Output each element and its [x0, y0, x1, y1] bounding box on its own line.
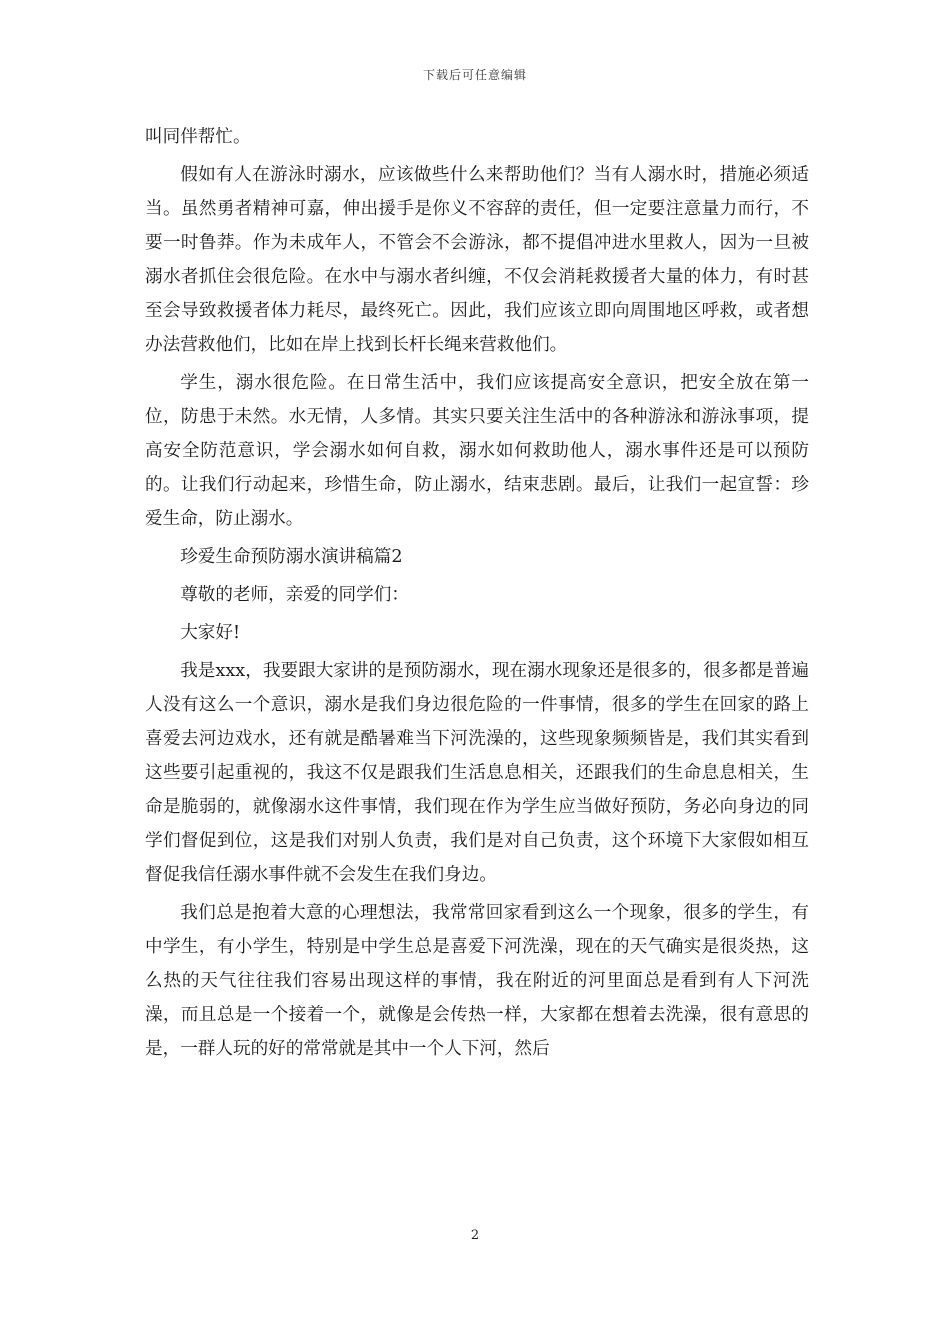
paragraph-observation: 我们总是抱着大意的心理想法，我常常回家看到这么一个现象，很多的学生，有中学生，有小学生，特别是中学生总是喜爱下河洗澡，现在的天气确实是很炎热，这么热的天气往往我们容易出现这样的事情，我在附近的河里面总是看到有人下河洗澡，而且总是一个接着一个，就像是会传热一样，大家都在想着去洗澡，很有意思的是，一群人玩的好的常常就是其中一个人下河，然后	[145, 903, 809, 1059]
salutation: 尊敬的老师，亲爱的同学们：	[180, 585, 409, 605]
page-number: 2	[470, 1228, 480, 1243]
greeting: 大家好!	[180, 623, 241, 643]
paragraph-safety-awareness: 学生，溺水很危险。在日常生活中，我们应该提高安全意识，把安全放在第一位，防患于未然。水无情，人多情。其实只要关注生活中的各种游泳和游泳事项，提高安全防范意识，学会溺水如何自救，溺水如何救助他人，溺水事件还是可以预防的。让我们行动起来，珍惜生命，防止溺水，结束悲剧。最后，让我们一起宣誓：珍爱生命，防止溺水。	[145, 373, 809, 529]
paragraph-rescue-advice: 假如有人在游泳时溺水，应该做些什么来帮助他们？当有人溺水时，措施必须适当。虽然勇者精神可嘉，伸出援手是你义不容辞的责任，但一定要注意量力而行，不要一时鲁莽。作为未成年人，不管会不会游泳，都不提倡冲进水里救人，因为一旦被溺水者抓住会很危险。在水中与溺水者纠缠，不仅会消耗救援者大量的体力，有时甚至会导致救援者体力耗尽，最终死亡。因此，我们应该立即向周围地区呼救，或者想办法营救他们，比如在岸上找到长杆长绳来营救他们。	[145, 165, 809, 355]
paragraph-continuation: 叫同伴帮忙。	[145, 127, 251, 147]
paragraph-introduction: 我是xxx，我要跟大家讲的是预防溺水，现在溺水现象还是很多的，很多都是普遍人没有这么一个意识，溺水是我们身边很危险的一件事情，很多的学生在回家的路上喜爱去河边戏水，还有就是酷暑难当下河洗澡的，这些现象频频皆是，我们其实看到这些要引起重视的，我这不仅是跟我们生活息息相关，还跟我们的生命息息相关，生命是脆弱的，就像溺水这件事情，我们现在作为学生应当做好预防，务必向身边的同学们督促到位，这是我们对别人负责，我们是对自己负责，这个环境下大家假如相互督促我信任溺水事件就不会发生在我们身边。	[145, 661, 809, 885]
section-heading: 珍爱生命预防溺水演讲稿篇2	[180, 547, 403, 567]
page-header: 下载后可任意编辑	[422, 68, 527, 82]
document-body	[145, 120, 809, 1070]
